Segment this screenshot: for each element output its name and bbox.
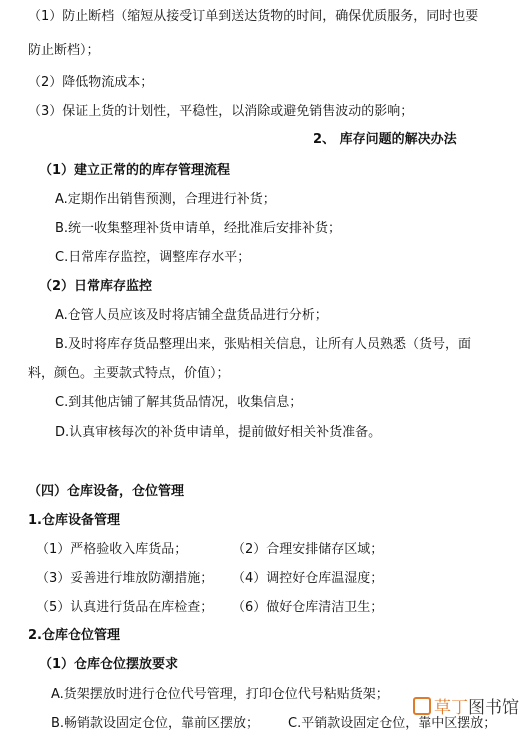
- subsection-heading: （1）建立正常的的库存管理流程: [39, 163, 231, 178]
- subsection-heading: 2.仓库仓位管理: [28, 628, 120, 643]
- text-line: A.仓管人员应该及时将店铺全盘货品进行分析；: [55, 308, 328, 323]
- subsection-heading: （2）日常库存监控: [39, 279, 153, 294]
- text-line: C.平销款设固定仓位，靠中区摆放；: [288, 716, 497, 731]
- watermark-brand-a: 草丁: [434, 698, 468, 718]
- watermark-brand-b: 图书馆: [468, 698, 519, 718]
- text-line: 防止断档）；: [28, 43, 100, 58]
- list-item: （6）做好仓库清洁卫生；: [232, 600, 384, 615]
- list-item: （5）认真进行货品在库检查；: [36, 600, 214, 615]
- text-line: 料，颜色。主要款式特点，价值）；: [28, 366, 230, 381]
- text-line: D.认真审核每次的补货申请单，提前做好相关补货准备。: [55, 425, 382, 440]
- text-line: C.到其他店铺了解其货品情况，收集信息；: [55, 395, 303, 410]
- text-line: A.货架摆放时进行仓位代号管理，打印仓位代号粘贴货架；: [51, 687, 389, 702]
- text-line: B.统一收集整理补货申请单，经批准后安排补货；: [55, 221, 342, 236]
- text-line: （3）保证上货的计划性，平稳性，以消除或避免销售波动的影响；: [28, 104, 414, 119]
- text-line: （1）防止断档（缩短从接受订单到送达货物的时间，确保优质服务，同时也要: [28, 9, 479, 24]
- text-line: （2）降低物流成本；: [28, 75, 154, 90]
- text-line: B.畅销款设固定仓位，靠前区摆放；: [51, 716, 260, 731]
- list-item: （4）调控好仓库温湿度；: [232, 571, 384, 586]
- list-item: （1）严格验收入库货品；: [36, 542, 188, 557]
- text-line: B.及时将库存货品整理出来，张贴相关信息，让所有人员熟悉（货号，面: [55, 337, 472, 352]
- book-logo-icon: [413, 697, 431, 715]
- section-heading: （四）仓库设备，仓位管理: [28, 484, 185, 499]
- text-line: A.定期作出销售预测，合理进行补货；: [55, 192, 276, 207]
- subsection-heading: 1.仓库设备管理: [28, 513, 120, 528]
- text-line: C.日常库存监控，调整库存水平；: [55, 250, 251, 265]
- list-item: （2）合理安排储存区域；: [232, 542, 384, 557]
- section-heading: 2、 库存问题的解决办法: [313, 132, 457, 147]
- subsection-heading: （1）仓库仓位摆放要求: [39, 657, 179, 672]
- list-item: （3）妥善进行堆放防潮措施；: [36, 571, 214, 586]
- watermark: [413, 693, 519, 718]
